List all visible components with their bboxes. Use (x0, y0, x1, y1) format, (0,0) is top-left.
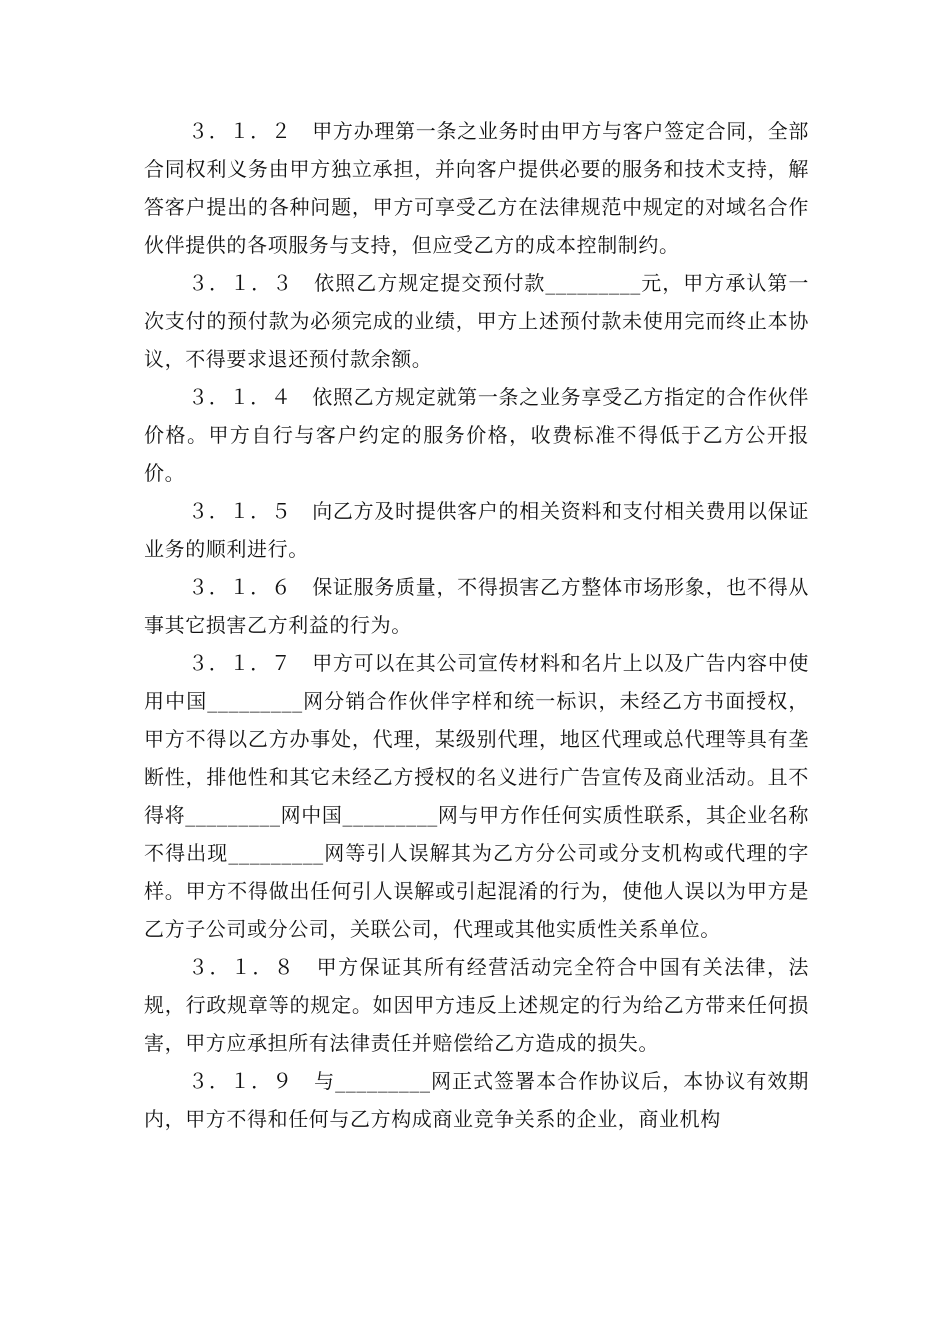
clause-3-1-2: ３．１．２ 甲方办理第一条之业务时由甲方与客户签定合同，全部合同权利义务由甲方独立承担，并向客户提供必要的服务和技术支持，解答客户提出的各种问题，甲方可享受乙方在法律规范中规定的对域名合作伙伴提供的各项服务与支持，但应受乙方的成本控制制约。 (144, 119, 809, 257)
clause-3-1-7: ３．１．７ 甲方可以在其公司宣传材料和名片上以及广告内容中使用中国_________网分销合作伙伴字样和统一标识，未经乙方书面授权，甲方不得以乙方办事处，代理，某级别代理，地区代理或总代理等具有垄断性，排他性和其它未经乙方授权的名义进行广告宣传及商业活动。且不得将_________网中国_________网与甲方作任何实质性联系，其企业名称不得出现_________网等引人误解其为乙方分公司或分支机构或代理的字样。甲方不得做出任何引人误解或引起混淆的行为，使他人误以为甲方是乙方子公司或分公司，关联公司，代理或其他实质性关系单位。 (144, 651, 809, 941)
clause-3-1-8: ３．１．８ 甲方保证其所有经营活动完全符合中国有关法律，法规，行政规章等的规定。如因甲方违反上述规定的行为给乙方带来任何损害，甲方应承担所有法律责任并赔偿给乙方造成的损失。 (144, 955, 809, 1055)
clause-3-1-6: ３．１．６ 保证服务质量，不得损害乙方整体市场形象，也不得从事其它损害乙方利益的行为。 (144, 575, 809, 637)
clause-3-1-5: ３．１．５ 向乙方及时提供客户的相关资料和支付相关费用以保证业务的顺利进行。 (144, 499, 809, 561)
clause-3-1-9: ３．１．９ 与_________网正式签署本合作协议后，本协议有效期内，甲方不得和任何与乙方构成商业竞争关系的企业，商业机构 (144, 1069, 809, 1131)
clause-3-1-4: ３．１．４ 依照乙方规定就第一条之业务享受乙方指定的合作伙伴价格。甲方自行与客户约定的服务价格，收费标准不得低于乙方公开报价。 (144, 385, 809, 485)
document-page (144, 112, 809, 1138)
clause-3-1-3: ３．１．３ 依照乙方规定提交预付款_________元，甲方承认第一次支付的预付款为必须完成的业绩，甲方上述预付款未使用完而终止本协议，不得要求退还预付款余额。 (144, 271, 809, 371)
